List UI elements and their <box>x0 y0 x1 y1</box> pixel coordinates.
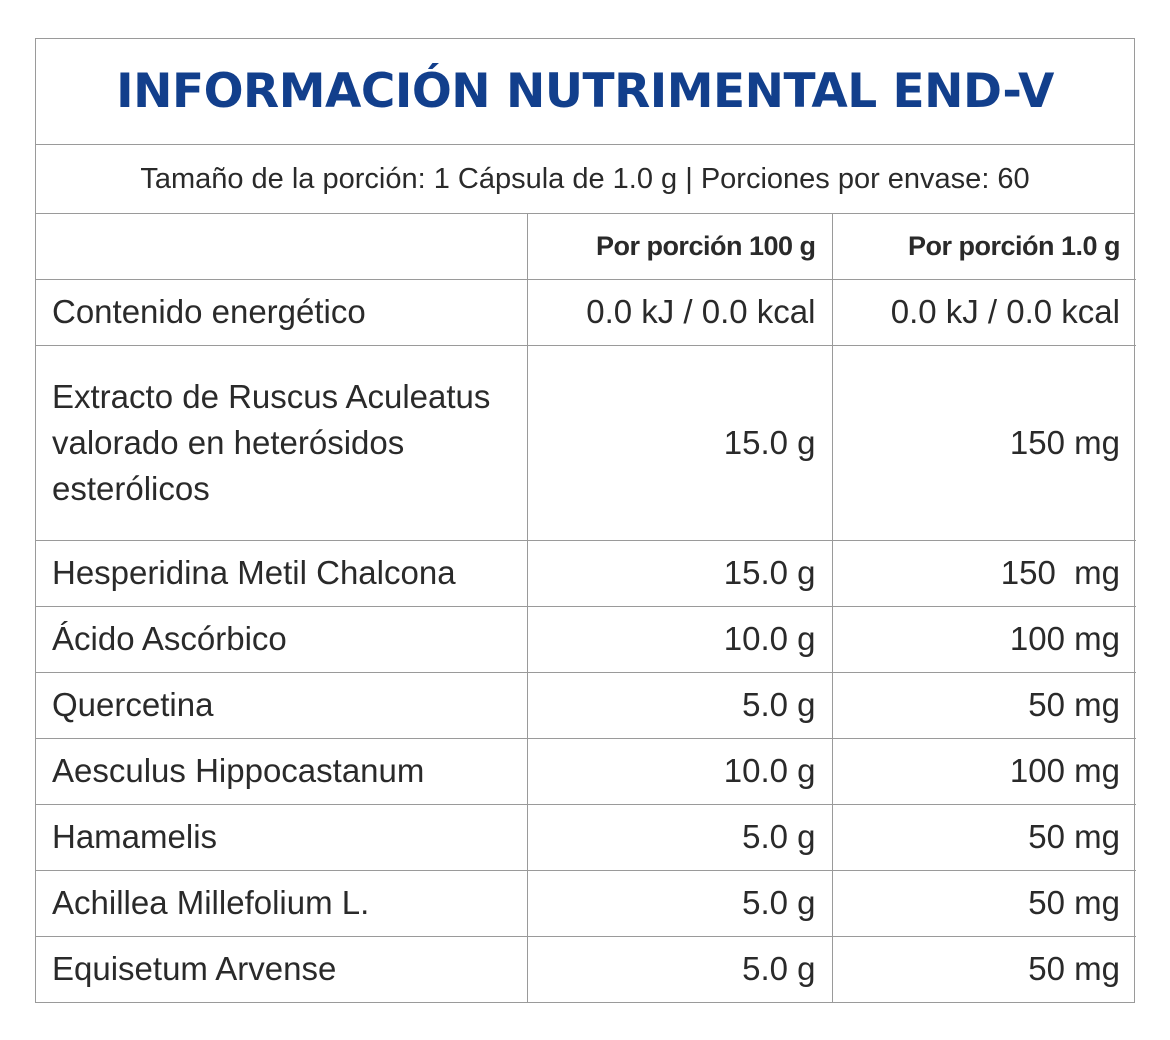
nutrient-name: Hamamelis <box>36 804 527 870</box>
title-row <box>36 39 1134 145</box>
serving-size-row <box>36 145 1134 214</box>
nutrient-name: Ácido Ascórbico <box>36 606 527 672</box>
value-per-serving: 0.0 kJ / 0.0 kcal <box>832 279 1136 345</box>
value-per-serving: 50 mg <box>832 936 1136 1002</box>
nutrient-name: Aesculus Hippocastanum <box>36 738 527 804</box>
table-row <box>36 345 1136 540</box>
value-per-100g: 10.0 g <box>527 738 832 804</box>
nutrition-facts-panel <box>35 38 1135 1003</box>
value-per-serving: 100 mg <box>832 606 1136 672</box>
table-row <box>36 672 1136 738</box>
table-row <box>36 540 1136 606</box>
table-row <box>36 279 1136 345</box>
nutrient-name: Equisetum Arvense <box>36 936 527 1002</box>
nutrition-table <box>36 214 1136 1002</box>
table-row <box>36 606 1136 672</box>
value-per-100g: 5.0 g <box>527 804 832 870</box>
value-per-serving: 50 mg <box>832 672 1136 738</box>
nutrient-name: Hesperidina Metil Chalcona <box>36 540 527 606</box>
value-per-serving: 50 mg <box>832 870 1136 936</box>
page-title: INFORMACIÓN NUTRIMENTAL END-V <box>116 64 1054 119</box>
value-per-100g: 5.0 g <box>527 870 832 936</box>
value-per-100g: 0.0 kJ / 0.0 kcal <box>527 279 832 345</box>
column-header-per-serving: Por porción 1.0 g <box>832 214 1136 279</box>
table-row <box>36 804 1136 870</box>
value-per-100g: 15.0 g <box>527 345 832 540</box>
column-header-per-100g: Por porción 100 g <box>527 214 832 279</box>
value-per-100g: 5.0 g <box>527 936 832 1002</box>
nutrient-name: Contenido energético <box>36 279 527 345</box>
nutrient-name: Extracto de Ruscus Aculeatus valorado en heterósidos esterólicos <box>36 345 527 540</box>
value-per-serving: 100 mg <box>832 738 1136 804</box>
table-row <box>36 936 1136 1002</box>
value-per-100g: 10.0 g <box>527 606 832 672</box>
column-header-name <box>36 214 527 279</box>
table-header-row <box>36 214 1136 279</box>
table-row <box>36 738 1136 804</box>
nutrient-name: Achillea Millefolium L. <box>36 870 527 936</box>
value-per-serving: 150 mg <box>832 345 1136 540</box>
value-per-100g: 15.0 g <box>527 540 832 606</box>
value-per-serving: 50 mg <box>832 804 1136 870</box>
value-per-serving: 150 mg <box>832 540 1136 606</box>
table-row <box>36 870 1136 936</box>
nutrient-name: Quercetina <box>36 672 527 738</box>
serving-size-text: Tamaño de la porción: 1 Cápsula de 1.0 g | Porciones por envase: 60 <box>140 162 1030 195</box>
value-per-100g: 5.0 g <box>527 672 832 738</box>
